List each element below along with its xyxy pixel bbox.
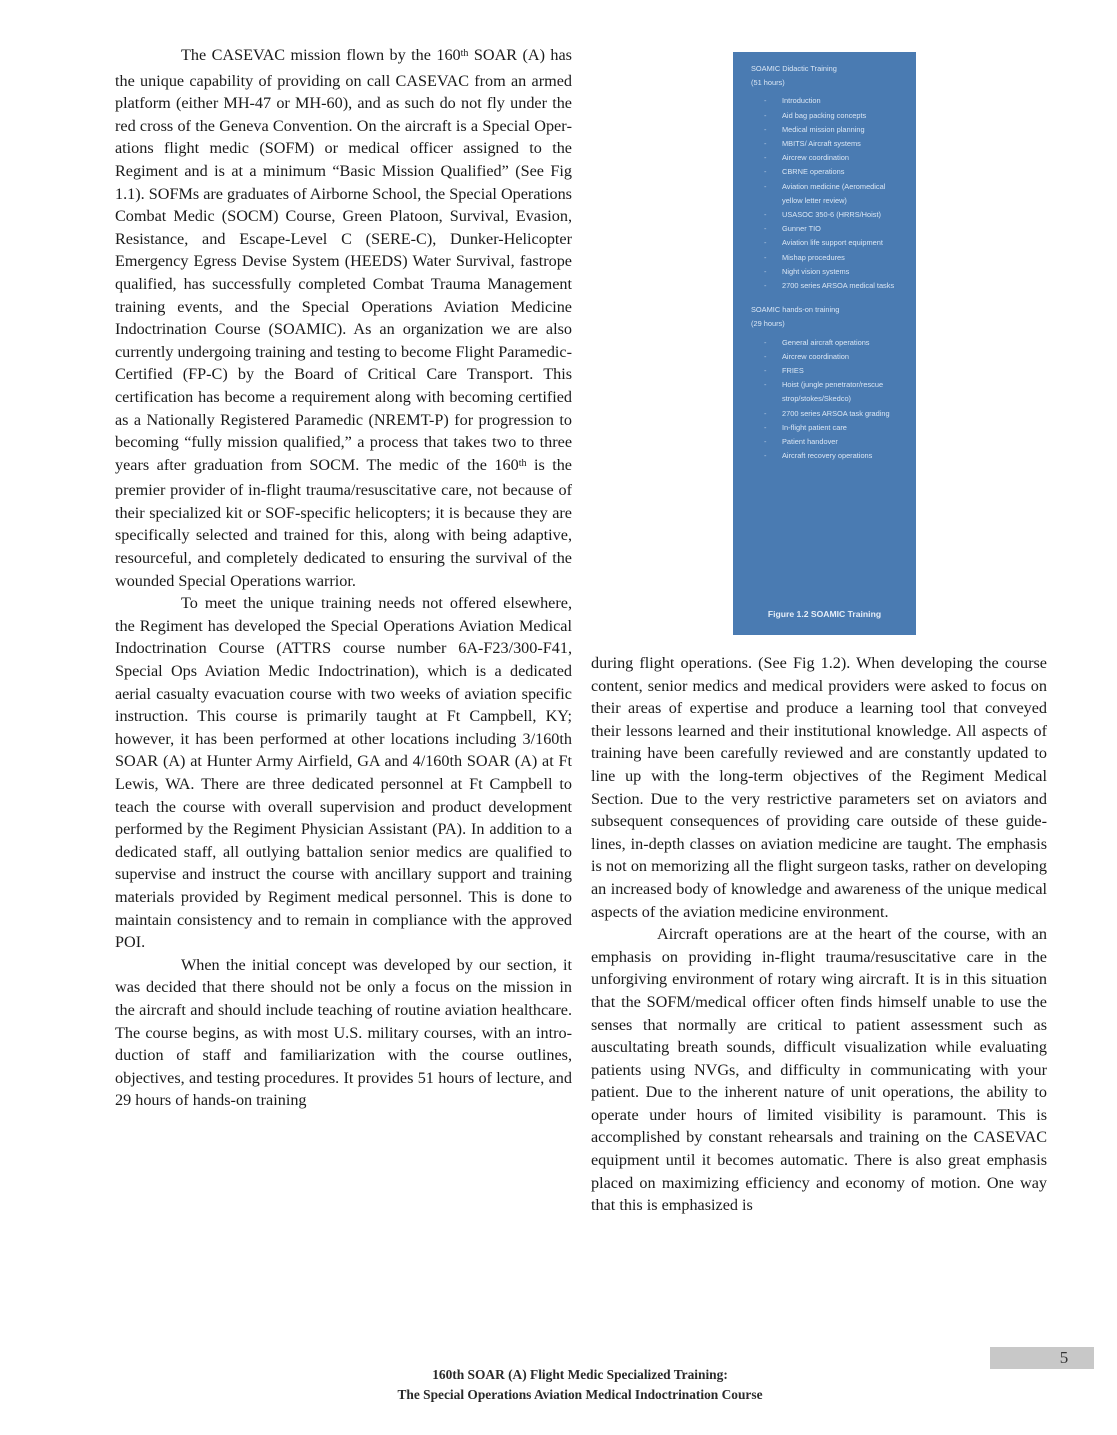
left-paragraph-2: To meet the unique training needs not offered elsewhere, the Regiment has developed the Special Operations Aviation Medical Indoctrination Course (ATTRS course number 6A-F23/300-F41, Special Ops Aviation Medic Indoctrination), which is a dedicated aerial casualty evacuation course with two weeks of aviation specific instruction. This course is primarily taught at Ft Campbell, KY; however, it has been performed at other locations including 3/160th SOAR (A) at Hunter Army Airfield, GA and 4/160th SOAR (A) at Ft Lewis, WA. There are three dedicated personnel at Ft Campbell to teach the course with overall supervision and product development performed by the Regiment Physician Assistant (PA). In addition to a dedicated staff, all outlying battalion senior medics are qualified to supervise and instruct the course with ancillary support and training materials provided by Regiment medical personnel. This is done to maintain consistency and to remain in compliance with the approved POI. bbox=[115, 594, 572, 952]
figure-list-item: - USASOC 350-6 (HRRS/Hoist) bbox=[782, 208, 916, 222]
left-paragraph-3: When the initial concept was developed by our section, it was decided that there should not be only a focus on the mission in the aircraft and should include teaching of routine aviation healthcare. The course begins, as with most U.S. military courses, with an introduction of staff and familiarization with the course outlines, objectives, and testing procedures. It provides 51 hours of lecture, and 29 hours of hands-on training bbox=[115, 955, 572, 1110]
figure-section1-title: SOAMIC Didactic Training bbox=[751, 64, 837, 73]
figure-list-item: - FRIES bbox=[782, 364, 916, 378]
figure-soamic-training bbox=[733, 52, 916, 635]
figure-section2-hours: (29 hours) bbox=[751, 319, 785, 329]
figure-list-item: - Medical mission planning bbox=[782, 123, 916, 137]
page-footer bbox=[300, 1365, 860, 1405]
figure-list-item: - General aircraft operations bbox=[782, 336, 916, 350]
figure-section1-list bbox=[733, 94, 916, 293]
figure-list-item: - In-flight patient care bbox=[782, 421, 916, 435]
figure-section2-list bbox=[733, 336, 916, 464]
left-column bbox=[115, 44, 572, 1112]
right-paragraph-2: Aircraft operations are at the heart of the course, with an emphasis on providing in-flight trauma/resuscitative care in the unforgiving environment of rotary wing aircraft. It is in this situation that the SOFM/medical officer often finds himself unable to use the senses that normally are critical to patient assessment such as auscultating breath sounds, difficult visualization while evaluating patients using NVGs, and difficulty in communicating with your patient. Due to the inherent nature of unit operations, the ability to operate under hours of limited visibility is paramount. This is accomplished by constant rehearsals and training on the CASEVAC equipment until it becomes automatic. There is also great emphasis placed on maximizing efficiency and economy of motion. One way that this is emphasized is bbox=[591, 925, 1047, 1215]
figure-list-item: - Patient handover bbox=[782, 435, 916, 449]
left-paragraph-1: The CASEVAC mission flown by the 160th SOAR (A) has the unique capability of providing on call CASEVAC from an armed platform (either MH-47 or MH-60), and as such do not fly under the red cross of the Geneva Convention. On the aircraft is a Special Operations flight medic (SOFM) or medical officer assigned to the Regiment and is at a minimum “Basic Mission Qualified” (See Fig 1.1). SOFMs are graduates of Airborne School, the Special Operations Combat Medic (SOCM) Course, Green Platoon, Survival, Evasion, Resistance, and Escape-Level C (SERE-C), Dunker-Helicopter Emergency Egress Devise System (HEEDS) Water Survival, fastrope qualified, has successfully completed Combat Trauma Management training events, and the Special Operations Aviation Medicine Indoctrination Course (SOAMIC). As an organization we are also currently undergoing training and testing to become Flight Paramedic-Certified (FP-C) by the Board of Critical Care Transport. This certification has become a requirement along with becoming certified as a Nationally Registered Paramedic (NREMT-P) for progression to becoming “fully mission qualified,” a process that takes two to three years after graduation from SOCM. The medic of the 160th is the premier provider of in-flight trauma/resuscitative care, not because of their specialized kit or SOF-specific helicopters; it is because they are specifically selected and trained for this, along with being adaptive, resourceful, and completely dedicated to ensuring the survival of the wounded Special Operations warrior. bbox=[115, 46, 572, 590]
figure-list-item: - Introduction bbox=[782, 94, 916, 108]
footer-line-1: 160th SOAR (A) Flight Medic Specialized Training: bbox=[432, 1367, 728, 1382]
figure-list-item: - Aircrew coordination bbox=[782, 350, 916, 364]
right-column bbox=[591, 652, 1047, 1217]
figure-list-item: - MBITS/ Aircraft systems bbox=[782, 137, 916, 151]
figure-list-item: - Night vision systems bbox=[782, 265, 916, 279]
figure-caption: Figure 1.2 SOAMIC Training bbox=[767, 608, 882, 619]
figure-list-item: - Aid bag packing concepts bbox=[782, 109, 916, 123]
figure-list-item: - Mishap procedures bbox=[782, 251, 916, 265]
figure-list-item: - Aviation life support equipment bbox=[782, 236, 916, 250]
figure-list-item: - 2700 series ARSOA medical tasks bbox=[782, 279, 916, 293]
figure-list-item: - Aircrew coordination bbox=[782, 151, 916, 165]
figure-list-item: - Aircraft recovery operations bbox=[782, 449, 916, 463]
figure-section2-title: SOAMIC hands-on training bbox=[751, 305, 840, 315]
figure-list-item: - 2700 series ARSOA task grading bbox=[782, 407, 916, 421]
figure-list-item: - Aviation medicine (Aeromedical yellow letter review) bbox=[782, 180, 916, 208]
figure-list-item: - CBRNE operations bbox=[782, 165, 916, 179]
right-paragraph-1: during flight operations. (See Fig 1.2). When developing the course content, senior medics and medical providers were asked to focus on their areas of expertise and produce a learning tool that conveyed their lessons learned and their institutional knowledge. All aspects of training have been carefully reviewed and are constantly updated to line up with the long-term objectives of the Regiment Medical Section. Due to the very restrictive parameters set on aviators and subsequent consequences of providing care outside of these guidelines, in-depth classes on aviation medicine are taught. The emphasis is not on memorizing all the flight surgeon tasks, rather on developing an increased body of knowledge and awareness of the unique medical aspects of the aviation medicine environment. bbox=[591, 654, 1047, 921]
figure-list-item: - Hoist (jungle penetrator/rescue strop/stokes/Skedco) bbox=[782, 378, 916, 406]
footer-line-2: The Special Operations Aviation Medical Indoctrination Course bbox=[397, 1387, 763, 1402]
figure-list-item: - Gunner TIO bbox=[782, 222, 916, 236]
page-number: 5 bbox=[990, 1347, 1094, 1369]
figure-section1-hours: (51 hours) bbox=[751, 78, 785, 88]
